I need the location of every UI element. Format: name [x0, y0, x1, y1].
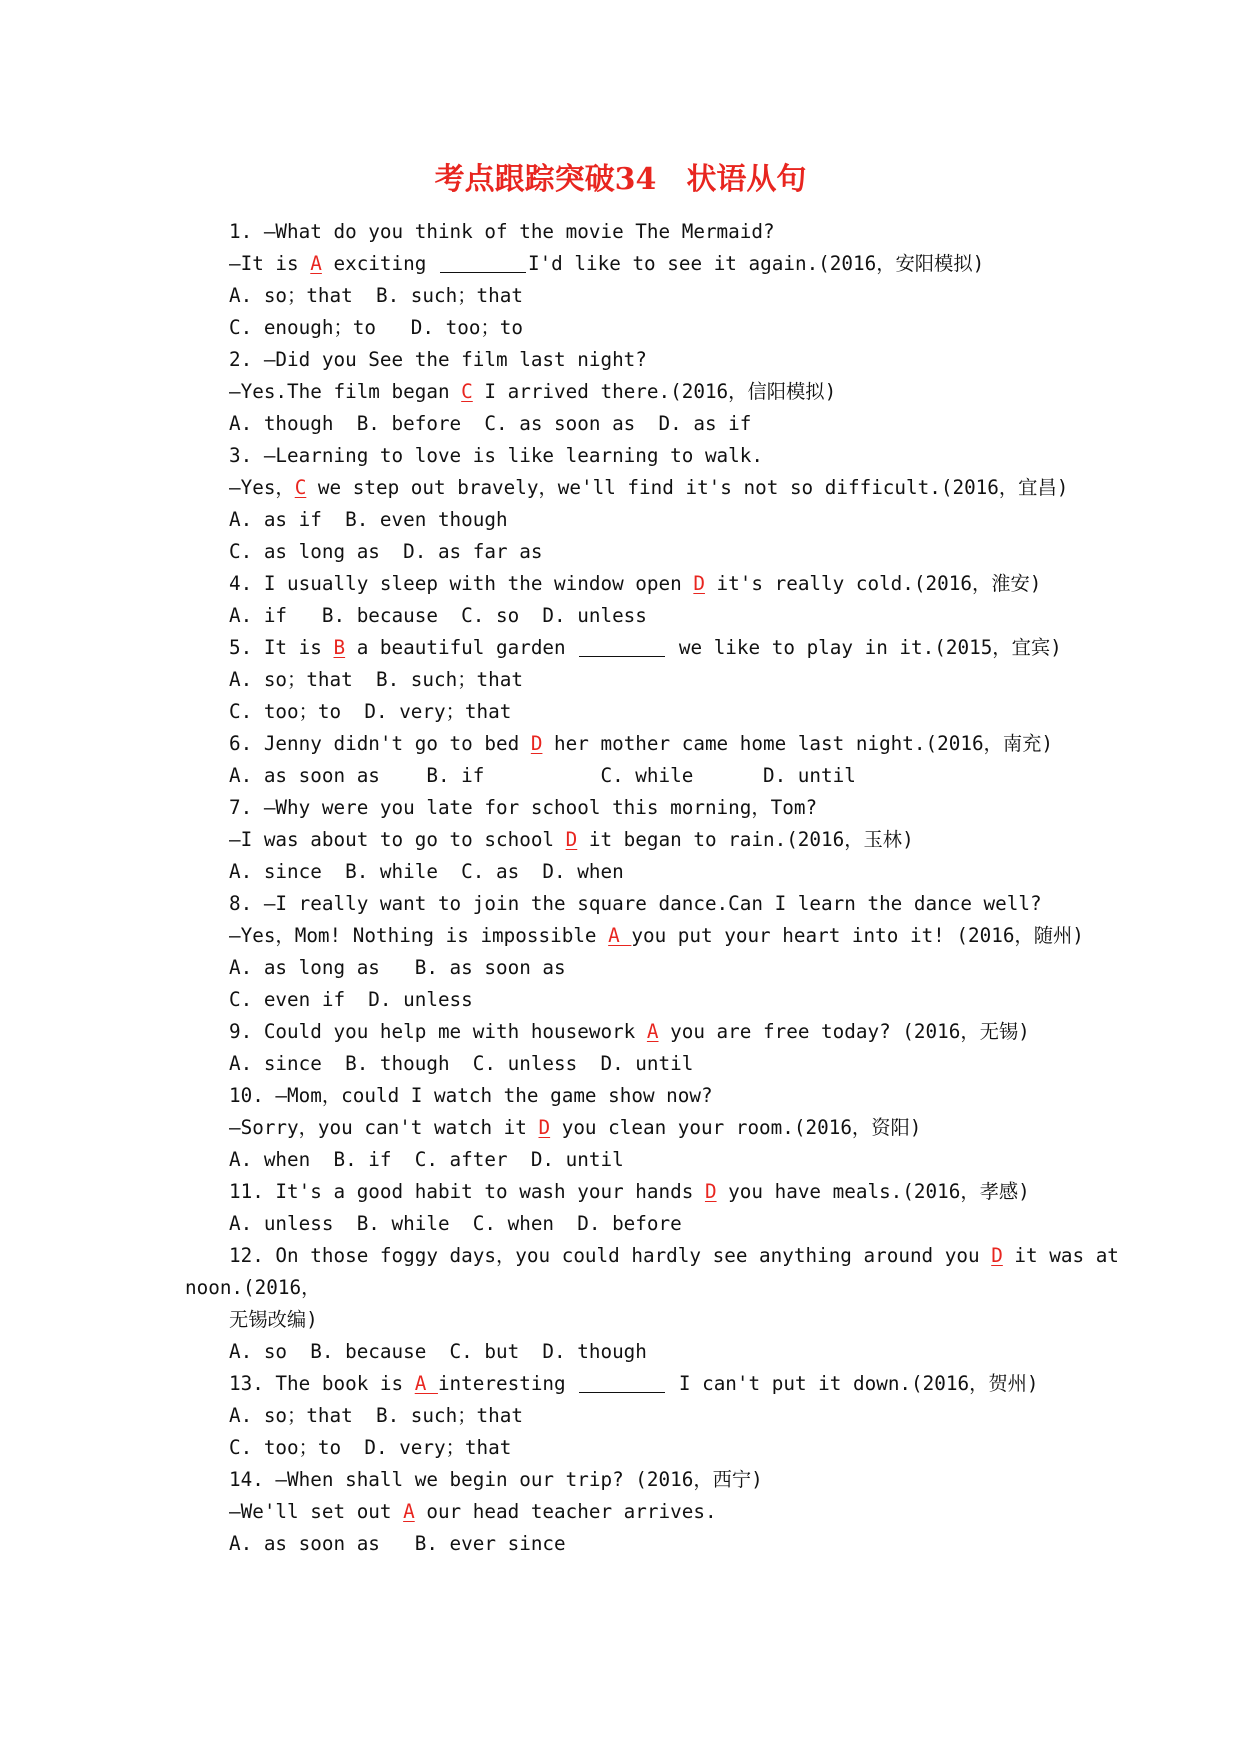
question-14-reply: —We'll set out A our head teacher arrives.: [229, 1500, 717, 1523]
answer-mark: D: [530, 732, 543, 755]
question-8-options-2: C. even if D. unless: [229, 988, 473, 1011]
question-5-options-2: C. too；to D. very；that: [229, 700, 512, 723]
question-4-stem: 4. I usually sleep with the window open D it's really cold.(2016，淮安): [229, 572, 1042, 595]
answer-mark: A: [403, 1500, 415, 1523]
question-2-reply: —Yes.The film began C I arrived there.(2016，信阳模拟): [229, 380, 837, 403]
answer-mark: A: [608, 924, 632, 947]
question-13-stem: 13. The book is A interesting I can't put it down.(2016，贺州): [229, 1372, 1039, 1395]
question-10-stem: 10. —Mom，could I watch the game show now?: [229, 1084, 713, 1107]
answer-mark: A: [310, 252, 322, 275]
question-6-stem: 6. Jenny didn't go to bed D her mother came home last night.(2016，南充): [229, 732, 1054, 755]
question-12-stem: 12. On those foggy days，you could hardly see anything around you D it was at: [229, 1244, 1119, 1267]
question-13-options-2: C. too；to D. very；that: [229, 1436, 512, 1459]
question-8-options-1: A. as long as B. as soon as: [229, 956, 566, 979]
question-12-stem-continued: noon.(2016，: [185, 1276, 321, 1299]
answer-mark: D: [565, 828, 578, 851]
question-1-reply: —It is A exciting I'd like to see it again.(2016，安阳模拟): [229, 252, 985, 275]
question-3-options-1: A. as if B. even though: [229, 508, 508, 531]
answer-mark: D: [991, 1244, 1003, 1267]
page-title: 考点跟踪突破34 状语从句: [434, 162, 807, 197]
question-5-options-1: A. so；that B. such；that: [229, 668, 523, 691]
question-11-options-1: A. unless B. while C. when D. before: [229, 1212, 682, 1235]
answer-mark: C: [461, 380, 473, 403]
answer-blank: [579, 634, 665, 657]
answer-mark: C: [294, 476, 307, 499]
question-3-reply: —Yes，C we step out bravely，we'll find it's not so difficult.(2016，宜昌): [229, 476, 1069, 499]
question-6-options-1: A. as soon as B. if C. while D. until: [229, 764, 856, 787]
question-12-options-1: A. so B. because C. but D. though: [229, 1340, 647, 1363]
question-2-options-1: A. though B. before C. as soon as D. as if: [229, 412, 752, 435]
answer-mark: D: [704, 1180, 717, 1203]
question-7-reply: —I was about to go to school D it began to rain.(2016，玉林): [229, 828, 914, 851]
question-10-options-1: A. when B. if C. after D. until: [229, 1148, 624, 1171]
question-1-options-1: A. so；that B. such；that: [229, 284, 523, 307]
answer-blank: [440, 250, 526, 273]
question-14-options-1: A. as soon as B. ever since: [229, 1532, 566, 1555]
question-10-reply: —Sorry，you can't watch it D you clean your room.(2016，资阳): [229, 1116, 922, 1139]
question-1-stem: 1. —What do you think of the movie The Mermaid?: [229, 220, 775, 243]
question-7-stem: 7. —Why were you late for school this morning，Tom?: [229, 796, 818, 819]
question-8-reply: —Yes，Mom! Nothing is impossible A you put your heart into it! (2016，随州): [229, 924, 1084, 947]
answer-mark: A: [414, 1372, 438, 1395]
answer-mark: D: [538, 1116, 551, 1139]
question-8-stem: 8. —I really want to join the square dance.Can I learn the dance well?: [229, 892, 1042, 915]
question-11-stem: 11. It's a good habit to wash your hands D you have meals.(2016，孝感): [229, 1180, 1030, 1203]
question-2-stem: 2. —Did you See the film last night?: [229, 348, 647, 371]
question-9-stem: 9. Could you help me with housework A you are free today? (2016，无锡): [229, 1020, 1030, 1043]
question-14-stem: 14. —When shall we begin our trip? (2016，西宁): [229, 1468, 763, 1491]
question-4-options-1: A. if B. because C. so D. unless: [229, 604, 647, 627]
answer-blank: [579, 1370, 665, 1393]
question-5-stem: 5. It is B a beautiful garden we like to play in it.(2015，宜宾): [229, 636, 1062, 659]
question-3-options-2: C. as long as D. as far as: [229, 540, 543, 563]
answer-mark: B: [333, 636, 346, 659]
question-1-options-2: C. enough；to D. too；to: [229, 316, 523, 339]
question-9-options-1: A. since B. though C. unless D. until: [229, 1052, 694, 1075]
answer-mark: D: [693, 572, 705, 595]
question-12-source: 无锡改编): [229, 1308, 318, 1331]
question-13-options-1: A. so；that B. such；that: [229, 1404, 523, 1427]
question-7-options-1: A. since B. while C. as D. when: [229, 860, 624, 883]
answer-mark: A: [646, 1020, 659, 1043]
question-3-stem: 3. —Learning to love is like learning to walk.: [229, 444, 763, 467]
